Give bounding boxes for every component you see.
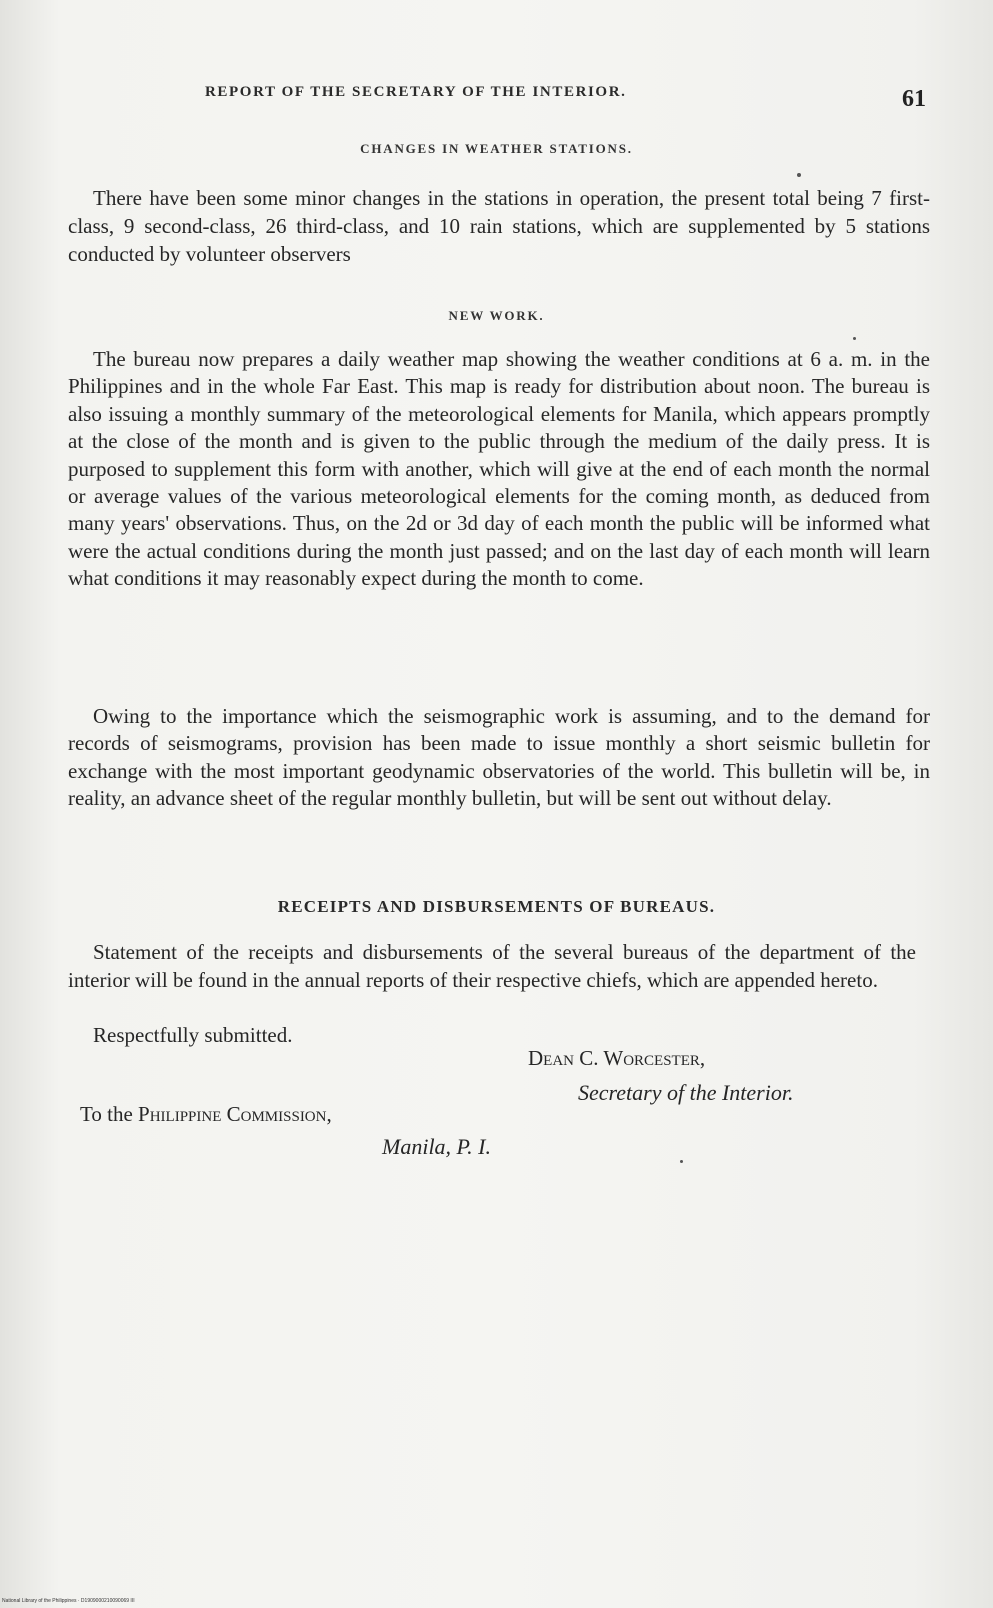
signature-name: Dean C. Worcester,: [528, 1046, 706, 1070]
closing-line: Respectfully submitted.: [93, 1023, 293, 1047]
addressee-prefix: To the: [80, 1102, 133, 1126]
print-speck: [797, 173, 801, 177]
section-heading-changes: CHANGES IN WEATHER STATIONS.: [360, 141, 633, 156]
addressee-place: Manila, P. I.: [382, 1134, 491, 1159]
running-head: REPORT OF THE SECRETARY OF THE INTERIOR.: [205, 84, 627, 100]
addressee-name: Philippine Commission,: [138, 1102, 332, 1126]
signature-title: Secretary of the Interior.: [578, 1080, 794, 1105]
section-heading-receipts: RECEIPTS AND DISBURSEMENTS OF BUREAUS.: [277, 897, 716, 916]
print-speck: [680, 1160, 683, 1163]
paragraph-new-work-1: The bureau now prepares a daily weather map showing the weather conditions at 6 a. m. in the Philippines and in the whole Far East. This map is ready for distribution about noon. The bureau is also issuing a monthly summary of the meteorological elements for Manila, which appears promptly at the close of the month and is given to the public through the medium of the daily press. It is purposed to supplement this form with another, which will give at the end of each month the normal or average values of the various meteorological elements for the coming month, as deduced from many years' observations. Thus, on the 2d or 3d day of each month the public will be informed what were the actual conditions during the month just passed; and on the last day of each month will learn what conditions it may reasonably expect during the month to come.: [68, 347, 930, 591]
page-number: 61: [902, 86, 926, 112]
print-speck: [853, 337, 856, 340]
section-heading-new-work: NEW WORK.: [448, 308, 545, 323]
footer-credit: National Library of the Philippines · D1909000210090069 III: [2, 1598, 135, 1604]
paragraph-new-work-2: Owing to the importance which the seismographic work is assuming, and to the demand for records of seismograms, provision has been made to issue monthly a short seismic bulletin for exchange with the most important geodynamic observatories of the world. This bulletin will be, in reality, an advance sheet of the regular monthly bulletin, but will be sent out without delay.: [68, 704, 930, 811]
addressee-line: [80, 1102, 332, 1127]
paragraph-receipts: Statement of the receipts and disbursements of the several bureaus of the department of the interior will be found in the annual reports of their respective chiefs, which are appended hereto.: [68, 940, 916, 992]
paragraph-changes: There have been some minor changes in the stations in operation, the present total being 7 first-class, 9 second-class, 26 third-class, and 10 rain stations, which are supplemented by 5 stations conducted by volunteer observers: [68, 186, 930, 266]
